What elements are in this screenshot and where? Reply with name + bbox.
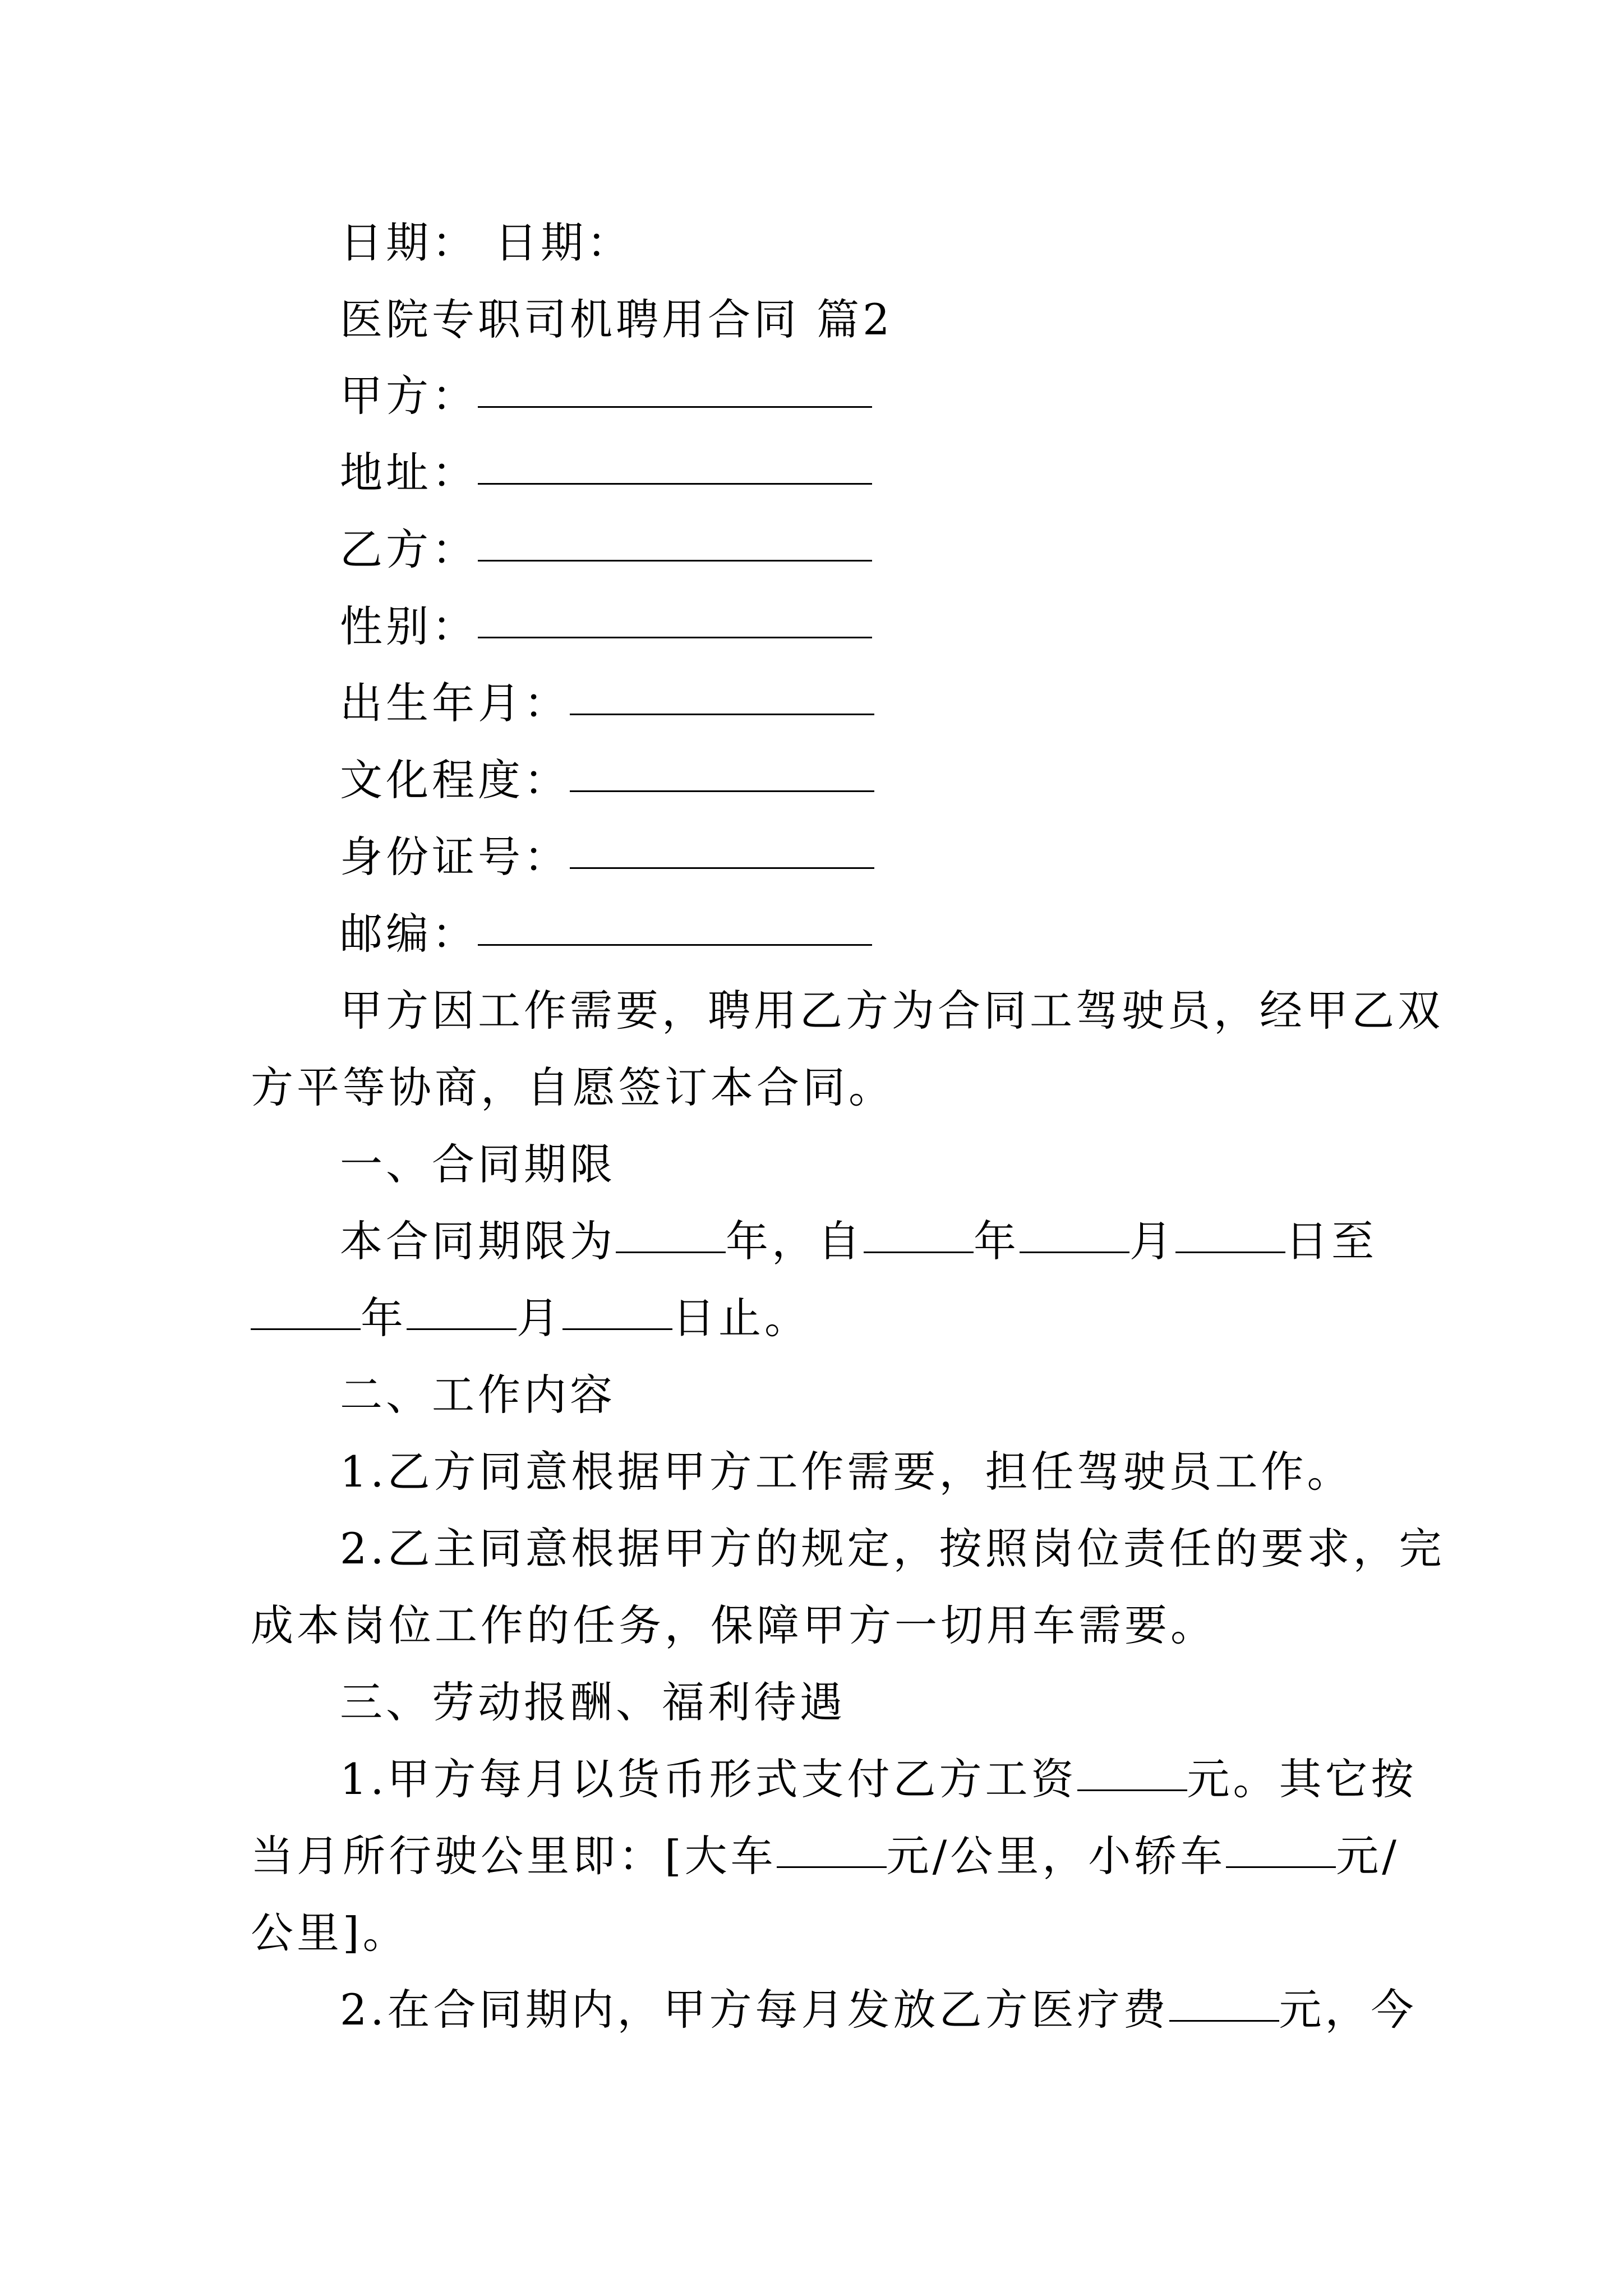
field-party-a (340, 357, 872, 435)
section-2-item-2-line-2: 成本岗位工作的任务，保障甲方一切用车需要。 (251, 1600, 1216, 1650)
blank-line (1020, 1202, 1129, 1253)
blank-line (570, 664, 874, 715)
blank-line (1077, 1740, 1187, 1791)
field-address (340, 434, 872, 512)
text-segment: 年 (361, 1293, 407, 1343)
section-3-title: 三、劳动报酬、福利待遇 (340, 1677, 846, 1727)
text-segment: 年 (974, 1216, 1020, 1266)
field-education (340, 741, 874, 820)
section-1-title: 一、合同期限 (340, 1139, 616, 1189)
date-line: 日期： 日期： (340, 218, 633, 268)
text-segment: 日至 (1285, 1216, 1377, 1266)
blank-line (407, 1279, 517, 1330)
field-label: 邮编： (340, 909, 478, 959)
text-segment: 本合同期限为 (340, 1216, 616, 1266)
document-heading: 医院专职司机聘用合同 篇2 (340, 295, 893, 344)
text-segment: 元。其它按 (1187, 1754, 1417, 1804)
field-party-b (340, 510, 872, 589)
intro-line-2: 方平等协商，自愿签订本合同。 (251, 1062, 895, 1112)
field-birth-date (340, 664, 874, 743)
text-segment: 元/公里，小轿车 (886, 1831, 1227, 1881)
field-label: 出生年月： (340, 678, 570, 728)
intro-line-1: 甲方因工作需要，聘用乙方为合同工驾驶员，经甲乙双 (340, 986, 1444, 1036)
blank-line (1169, 1971, 1279, 2022)
section-3-item-1-line-1 (340, 1740, 1417, 1819)
text-segment: 当月所行驶公里即：[大车 (251, 1831, 777, 1881)
blank-line (864, 1202, 974, 1253)
field-id-number (340, 818, 874, 896)
section-3-item-2-line-1 (340, 1971, 1417, 2049)
blank-line (478, 357, 872, 408)
blank-line (478, 510, 872, 562)
field-gender (340, 587, 872, 666)
blank-line (562, 1279, 672, 1330)
section-1-paragraph-line-1 (340, 1202, 1377, 1281)
blank-line (478, 895, 872, 946)
blank-line (478, 587, 872, 638)
section-2-item-1: 1.乙方同意根据甲方工作需要，担任驾驶员工作。 (340, 1447, 1353, 1497)
blank-line (478, 434, 872, 485)
section-3-item-1-line-2 (251, 1817, 1400, 1895)
blank-line (1175, 1202, 1285, 1253)
field-label: 乙方： (340, 524, 478, 574)
text-segment: 年，自 (726, 1216, 864, 1266)
text-segment: 元，今 (1279, 1985, 1417, 2035)
section-3-item-1-line-3: 公里]。 (251, 1908, 409, 1958)
section-2-title: 二、工作内容 (340, 1370, 616, 1420)
text-segment: 月 (1129, 1216, 1175, 1266)
field-label: 文化程度： (340, 755, 570, 805)
field-postcode (340, 895, 872, 973)
field-label: 地址： (340, 448, 478, 498)
field-label: 甲方： (340, 371, 478, 421)
section-1-paragraph-line-2 (251, 1279, 810, 1358)
section-2-item-2-line-1: 2.乙主同意根据甲方的规定，按照岗位责任的要求，完 (340, 1524, 1445, 1573)
text-segment: 1.甲方每月以货币形式支付乙方工资 (340, 1754, 1077, 1804)
blank-line (616, 1202, 726, 1253)
field-label: 身份证号： (340, 832, 570, 882)
text-segment: 月 (517, 1293, 562, 1343)
blank-line (251, 1279, 361, 1330)
field-label: 性别： (340, 601, 478, 651)
blank-line (570, 818, 874, 869)
text-segment: 日止。 (672, 1293, 810, 1343)
blank-line (570, 741, 874, 792)
text-segment: 2.在合同期内，甲方每月发放乙方医疗费 (340, 1985, 1169, 2035)
text-segment: 元/ (1336, 1831, 1400, 1881)
blank-line (1226, 1817, 1336, 1868)
blank-line (777, 1817, 887, 1868)
